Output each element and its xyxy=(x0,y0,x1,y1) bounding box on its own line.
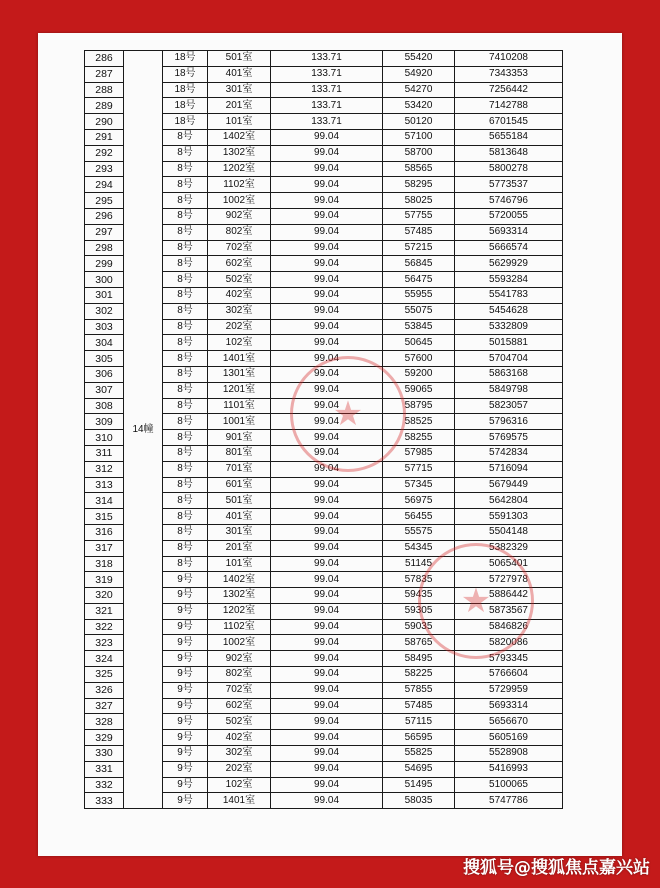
seq-cell: 298 xyxy=(85,240,124,256)
area-cell: 99.04 xyxy=(271,240,383,256)
unit-cell: 8号 xyxy=(163,509,208,525)
seq-cell: 296 xyxy=(85,208,124,224)
area-cell: 99.04 xyxy=(271,730,383,746)
seq-cell: 323 xyxy=(85,635,124,651)
unit-price-cell: 57835 xyxy=(383,572,455,588)
area-cell: 99.04 xyxy=(271,366,383,382)
total-price-cell: 5716094 xyxy=(455,461,563,477)
unit-price-cell: 57485 xyxy=(383,698,455,714)
room-cell: 601室 xyxy=(208,477,271,493)
unit-price-cell: 56455 xyxy=(383,509,455,525)
total-price-cell: 6701545 xyxy=(455,114,563,130)
room-cell: 1001室 xyxy=(208,414,271,430)
unit-cell: 9号 xyxy=(163,651,208,667)
unit-cell: 8号 xyxy=(163,193,208,209)
room-cell: 202室 xyxy=(208,761,271,777)
unit-cell: 8号 xyxy=(163,335,208,351)
unit-cell: 9号 xyxy=(163,793,208,809)
room-cell: 302室 xyxy=(208,303,271,319)
watermark-text: 搜狐号@搜狐焦点嘉兴站 xyxy=(463,858,650,878)
area-cell: 99.04 xyxy=(271,193,383,209)
total-price-cell: 5504148 xyxy=(455,524,563,540)
area-cell: 133.71 xyxy=(271,114,383,130)
unit-price-cell: 58495 xyxy=(383,651,455,667)
room-cell: 1102室 xyxy=(208,619,271,635)
area-cell: 99.04 xyxy=(271,667,383,683)
total-price-cell: 5693314 xyxy=(455,698,563,714)
room-cell: 1402室 xyxy=(208,572,271,588)
total-price-cell: 5704704 xyxy=(455,351,563,367)
area-cell: 99.04 xyxy=(271,793,383,809)
unit-cell: 9号 xyxy=(163,619,208,635)
total-price-cell: 5863168 xyxy=(455,366,563,382)
total-price-cell: 5729959 xyxy=(455,682,563,698)
room-cell: 302室 xyxy=(208,746,271,762)
seq-cell: 300 xyxy=(85,272,124,288)
unit-cell: 8号 xyxy=(163,272,208,288)
room-cell: 501室 xyxy=(208,493,271,509)
room-cell: 501室 xyxy=(208,51,271,67)
unit-cell: 8号 xyxy=(163,477,208,493)
total-price-cell: 5823057 xyxy=(455,398,563,414)
area-cell: 99.04 xyxy=(271,224,383,240)
unit-price-cell: 57345 xyxy=(383,477,455,493)
seq-cell: 322 xyxy=(85,619,124,635)
room-cell: 602室 xyxy=(208,698,271,714)
unit-price-cell: 57100 xyxy=(383,129,455,145)
unit-cell: 8号 xyxy=(163,145,208,161)
total-price-cell: 5846826 xyxy=(455,619,563,635)
unit-cell: 8号 xyxy=(163,129,208,145)
seq-cell: 304 xyxy=(85,335,124,351)
room-cell: 102室 xyxy=(208,777,271,793)
company-seal-stamp xyxy=(418,543,534,659)
total-price-cell: 5873567 xyxy=(455,603,563,619)
area-cell: 99.04 xyxy=(271,145,383,161)
seq-cell: 331 xyxy=(85,761,124,777)
area-cell: 133.71 xyxy=(271,66,383,82)
area-cell: 99.04 xyxy=(271,256,383,272)
seq-cell: 313 xyxy=(85,477,124,493)
total-price-cell: 5629929 xyxy=(455,256,563,272)
total-price-cell: 7343353 xyxy=(455,66,563,82)
seq-cell: 320 xyxy=(85,588,124,604)
room-cell: 701室 xyxy=(208,461,271,477)
unit-price-cell: 57600 xyxy=(383,351,455,367)
room-cell: 301室 xyxy=(208,82,271,98)
area-cell: 99.04 xyxy=(271,208,383,224)
room-cell: 301室 xyxy=(208,524,271,540)
unit-cell: 9号 xyxy=(163,682,208,698)
unit-price-cell: 59065 xyxy=(383,382,455,398)
area-cell: 99.04 xyxy=(271,351,383,367)
unit-cell: 8号 xyxy=(163,540,208,556)
room-cell: 602室 xyxy=(208,256,271,272)
seq-cell: 286 xyxy=(85,51,124,67)
area-cell: 99.04 xyxy=(271,682,383,698)
room-cell: 1401室 xyxy=(208,793,271,809)
area-cell: 99.04 xyxy=(271,746,383,762)
seq-cell: 318 xyxy=(85,556,124,572)
unit-price-cell: 51495 xyxy=(383,777,455,793)
room-cell: 1301室 xyxy=(208,366,271,382)
total-price-cell: 5541783 xyxy=(455,287,563,303)
seq-cell: 305 xyxy=(85,351,124,367)
unit-cell: 9号 xyxy=(163,761,208,777)
unit-cell: 8号 xyxy=(163,366,208,382)
room-cell: 1302室 xyxy=(208,145,271,161)
unit-price-cell: 57215 xyxy=(383,240,455,256)
room-cell: 702室 xyxy=(208,682,271,698)
area-cell: 99.04 xyxy=(271,761,383,777)
unit-price-cell: 58765 xyxy=(383,635,455,651)
unit-price-cell: 54270 xyxy=(383,82,455,98)
area-cell: 99.04 xyxy=(271,619,383,635)
seq-cell: 291 xyxy=(85,129,124,145)
area-cell: 99.04 xyxy=(271,509,383,525)
area-cell: 99.04 xyxy=(271,651,383,667)
room-cell: 1002室 xyxy=(208,193,271,209)
unit-cell: 9号 xyxy=(163,777,208,793)
unit-price-cell: 51145 xyxy=(383,556,455,572)
area-cell: 99.04 xyxy=(271,335,383,351)
seq-cell: 332 xyxy=(85,777,124,793)
seq-cell: 326 xyxy=(85,682,124,698)
seq-cell: 324 xyxy=(85,651,124,667)
unit-price-cell: 57115 xyxy=(383,714,455,730)
total-price-cell: 5793345 xyxy=(455,651,563,667)
total-price-cell: 5655184 xyxy=(455,129,563,145)
unit-price-cell: 58035 xyxy=(383,793,455,809)
area-cell: 99.04 xyxy=(271,129,383,145)
area-cell: 99.04 xyxy=(271,603,383,619)
seq-cell: 317 xyxy=(85,540,124,556)
unit-cell: 18号 xyxy=(163,82,208,98)
room-cell: 901室 xyxy=(208,430,271,446)
unit-cell: 9号 xyxy=(163,667,208,683)
unit-cell: 8号 xyxy=(163,398,208,414)
area-cell: 99.04 xyxy=(271,698,383,714)
unit-cell: 9号 xyxy=(163,714,208,730)
unit-price-cell: 55420 xyxy=(383,51,455,67)
unit-cell: 8号 xyxy=(163,414,208,430)
unit-cell: 9号 xyxy=(163,730,208,746)
area-cell: 99.04 xyxy=(271,572,383,588)
area-cell: 99.04 xyxy=(271,493,383,509)
seq-cell: 307 xyxy=(85,382,124,398)
total-price-cell: 7256442 xyxy=(455,82,563,98)
unit-cell: 8号 xyxy=(163,161,208,177)
total-price-cell: 7142788 xyxy=(455,98,563,114)
document-page xyxy=(38,33,622,856)
unit-price-cell: 50645 xyxy=(383,335,455,351)
area-cell: 99.04 xyxy=(271,303,383,319)
room-cell: 101室 xyxy=(208,114,271,130)
total-price-cell: 5666574 xyxy=(455,240,563,256)
unit-cell: 8号 xyxy=(163,240,208,256)
total-price-cell: 5747786 xyxy=(455,793,563,809)
room-cell: 801室 xyxy=(208,445,271,461)
room-cell: 902室 xyxy=(208,651,271,667)
room-cell: 1401室 xyxy=(208,351,271,367)
unit-cell: 9号 xyxy=(163,746,208,762)
total-price-cell: 5727978 xyxy=(455,572,563,588)
total-price-cell: 5642804 xyxy=(455,493,563,509)
room-cell: 802室 xyxy=(208,224,271,240)
room-cell: 102室 xyxy=(208,335,271,351)
total-price-cell: 5820086 xyxy=(455,635,563,651)
unit-price-cell: 56845 xyxy=(383,256,455,272)
seq-cell: 287 xyxy=(85,66,124,82)
area-cell: 99.04 xyxy=(271,414,383,430)
seal-star-icon: ★ xyxy=(460,581,492,621)
seq-cell: 289 xyxy=(85,98,124,114)
total-price-cell: 5693314 xyxy=(455,224,563,240)
seq-cell: 328 xyxy=(85,714,124,730)
total-price-cell: 5746796 xyxy=(455,193,563,209)
seq-cell: 325 xyxy=(85,667,124,683)
seq-cell: 301 xyxy=(85,287,124,303)
seq-cell: 312 xyxy=(85,461,124,477)
unit-price-cell: 59200 xyxy=(383,366,455,382)
total-price-cell: 5416993 xyxy=(455,761,563,777)
area-cell: 99.04 xyxy=(271,461,383,477)
seq-cell: 314 xyxy=(85,493,124,509)
room-cell: 201室 xyxy=(208,98,271,114)
total-price-cell: 5593284 xyxy=(455,272,563,288)
total-price-cell: 5796316 xyxy=(455,414,563,430)
unit-price-cell: 58795 xyxy=(383,398,455,414)
seq-cell: 329 xyxy=(85,730,124,746)
unit-cell: 8号 xyxy=(163,493,208,509)
area-cell: 99.04 xyxy=(271,524,383,540)
unit-price-cell: 55825 xyxy=(383,746,455,762)
unit-price-cell: 59305 xyxy=(383,603,455,619)
total-price-cell: 5332809 xyxy=(455,319,563,335)
unit-price-cell: 56975 xyxy=(383,493,455,509)
seq-cell: 292 xyxy=(85,145,124,161)
area-cell: 99.04 xyxy=(271,540,383,556)
unit-price-cell: 54345 xyxy=(383,540,455,556)
unit-cell: 18号 xyxy=(163,51,208,67)
area-cell: 99.04 xyxy=(271,477,383,493)
area-cell: 99.04 xyxy=(271,161,383,177)
room-cell: 201室 xyxy=(208,540,271,556)
total-price-cell: 5015881 xyxy=(455,335,563,351)
room-cell: 502室 xyxy=(208,714,271,730)
unit-price-cell: 58255 xyxy=(383,430,455,446)
unit-cell: 9号 xyxy=(163,572,208,588)
official-seal-stamp xyxy=(290,356,406,472)
unit-cell: 18号 xyxy=(163,66,208,82)
unit-price-cell: 57755 xyxy=(383,208,455,224)
area-cell: 99.04 xyxy=(271,177,383,193)
unit-cell: 9号 xyxy=(163,603,208,619)
area-cell: 99.04 xyxy=(271,272,383,288)
seq-cell: 311 xyxy=(85,445,124,461)
seq-cell: 321 xyxy=(85,603,124,619)
total-price-cell: 5591303 xyxy=(455,509,563,525)
building-cell: 14幢 xyxy=(124,51,163,809)
unit-price-cell: 57485 xyxy=(383,224,455,240)
unit-price-cell: 57715 xyxy=(383,461,455,477)
unit-price-cell: 54920 xyxy=(383,66,455,82)
room-cell: 401室 xyxy=(208,66,271,82)
seq-cell: 308 xyxy=(85,398,124,414)
unit-cell: 8号 xyxy=(163,256,208,272)
unit-cell: 8号 xyxy=(163,177,208,193)
table-row xyxy=(85,51,563,67)
room-cell: 1101室 xyxy=(208,398,271,414)
seq-cell: 309 xyxy=(85,414,124,430)
area-cell: 99.04 xyxy=(271,556,383,572)
seq-cell: 333 xyxy=(85,793,124,809)
unit-price-cell: 55955 xyxy=(383,287,455,303)
unit-cell: 8号 xyxy=(163,524,208,540)
area-cell: 99.04 xyxy=(271,635,383,651)
unit-price-cell: 55575 xyxy=(383,524,455,540)
area-cell: 99.04 xyxy=(271,398,383,414)
room-cell: 202室 xyxy=(208,319,271,335)
seq-cell: 293 xyxy=(85,161,124,177)
unit-cell: 8号 xyxy=(163,430,208,446)
unit-cell: 9号 xyxy=(163,635,208,651)
area-cell: 99.04 xyxy=(271,777,383,793)
unit-cell: 8号 xyxy=(163,556,208,572)
area-cell: 99.04 xyxy=(271,588,383,604)
room-cell: 902室 xyxy=(208,208,271,224)
total-price-cell: 5528908 xyxy=(455,746,563,762)
unit-price-cell: 57985 xyxy=(383,445,455,461)
total-price-cell: 5656670 xyxy=(455,714,563,730)
seq-cell: 302 xyxy=(85,303,124,319)
total-price-cell: 5849798 xyxy=(455,382,563,398)
unit-price-cell: 58700 xyxy=(383,145,455,161)
room-cell: 1102室 xyxy=(208,177,271,193)
room-cell: 1002室 xyxy=(208,635,271,651)
unit-price-cell: 58295 xyxy=(383,177,455,193)
total-price-cell: 5800278 xyxy=(455,161,563,177)
seq-cell: 319 xyxy=(85,572,124,588)
seq-cell: 299 xyxy=(85,256,124,272)
area-cell: 99.04 xyxy=(271,319,383,335)
area-cell: 99.04 xyxy=(271,430,383,446)
unit-cell: 8号 xyxy=(163,287,208,303)
total-price-cell: 5773537 xyxy=(455,177,563,193)
area-cell: 133.71 xyxy=(271,98,383,114)
unit-price-cell: 55075 xyxy=(383,303,455,319)
seq-cell: 297 xyxy=(85,224,124,240)
area-cell: 99.04 xyxy=(271,445,383,461)
unit-price-cell: 58025 xyxy=(383,193,455,209)
room-cell: 1201室 xyxy=(208,382,271,398)
room-cell: 702室 xyxy=(208,240,271,256)
seq-cell: 294 xyxy=(85,177,124,193)
seq-cell: 327 xyxy=(85,698,124,714)
unit-price-cell: 58525 xyxy=(383,414,455,430)
unit-cell: 9号 xyxy=(163,698,208,714)
unit-price-cell: 53420 xyxy=(383,98,455,114)
unit-price-cell: 56595 xyxy=(383,730,455,746)
total-price-cell: 5605169 xyxy=(455,730,563,746)
unit-cell: 18号 xyxy=(163,98,208,114)
room-cell: 1302室 xyxy=(208,588,271,604)
room-cell: 802室 xyxy=(208,667,271,683)
unit-price-cell: 58565 xyxy=(383,161,455,177)
unit-cell: 8号 xyxy=(163,303,208,319)
room-cell: 402室 xyxy=(208,287,271,303)
seq-cell: 290 xyxy=(85,114,124,130)
total-price-cell: 5454628 xyxy=(455,303,563,319)
room-cell: 101室 xyxy=(208,556,271,572)
total-price-cell: 7410208 xyxy=(455,51,563,67)
unit-price-cell: 56475 xyxy=(383,272,455,288)
total-price-cell: 5886442 xyxy=(455,588,563,604)
unit-cell: 8号 xyxy=(163,208,208,224)
unit-cell: 8号 xyxy=(163,351,208,367)
room-cell: 401室 xyxy=(208,509,271,525)
seq-cell: 303 xyxy=(85,319,124,335)
unit-price-cell: 59435 xyxy=(383,588,455,604)
total-price-cell: 5065401 xyxy=(455,556,563,572)
total-price-cell: 5679449 xyxy=(455,477,563,493)
room-cell: 502室 xyxy=(208,272,271,288)
room-cell: 1202室 xyxy=(208,161,271,177)
room-cell: 1402室 xyxy=(208,129,271,145)
unit-cell: 18号 xyxy=(163,114,208,130)
total-price-cell: 5742834 xyxy=(455,445,563,461)
total-price-cell: 5382329 xyxy=(455,540,563,556)
seq-cell: 316 xyxy=(85,524,124,540)
seq-cell: 295 xyxy=(85,193,124,209)
seq-cell: 310 xyxy=(85,430,124,446)
room-cell: 402室 xyxy=(208,730,271,746)
area-cell: 99.04 xyxy=(271,287,383,303)
unit-cell: 8号 xyxy=(163,382,208,398)
unit-cell: 8号 xyxy=(163,224,208,240)
total-price-cell: 5813648 xyxy=(455,145,563,161)
area-cell: 133.71 xyxy=(271,51,383,67)
area-cell: 99.04 xyxy=(271,714,383,730)
unit-price-cell: 53845 xyxy=(383,319,455,335)
seq-cell: 330 xyxy=(85,746,124,762)
seq-cell: 306 xyxy=(85,366,124,382)
unit-price-cell: 59035 xyxy=(383,619,455,635)
seal-star-icon: ★ xyxy=(332,394,364,434)
total-price-cell: 5769575 xyxy=(455,430,563,446)
unit-cell: 9号 xyxy=(163,588,208,604)
area-cell: 99.04 xyxy=(271,382,383,398)
unit-cell: 8号 xyxy=(163,461,208,477)
total-price-cell: 5720055 xyxy=(455,208,563,224)
seq-cell: 315 xyxy=(85,509,124,525)
total-price-cell: 5766604 xyxy=(455,667,563,683)
room-cell: 1202室 xyxy=(208,603,271,619)
unit-cell: 8号 xyxy=(163,319,208,335)
seq-cell: 288 xyxy=(85,82,124,98)
unit-price-cell: 58225 xyxy=(383,667,455,683)
unit-cell: 8号 xyxy=(163,445,208,461)
area-cell: 133.71 xyxy=(271,82,383,98)
total-price-cell: 5100065 xyxy=(455,777,563,793)
unit-price-cell: 50120 xyxy=(383,114,455,130)
unit-price-cell: 57855 xyxy=(383,682,455,698)
unit-price-cell: 54695 xyxy=(383,761,455,777)
